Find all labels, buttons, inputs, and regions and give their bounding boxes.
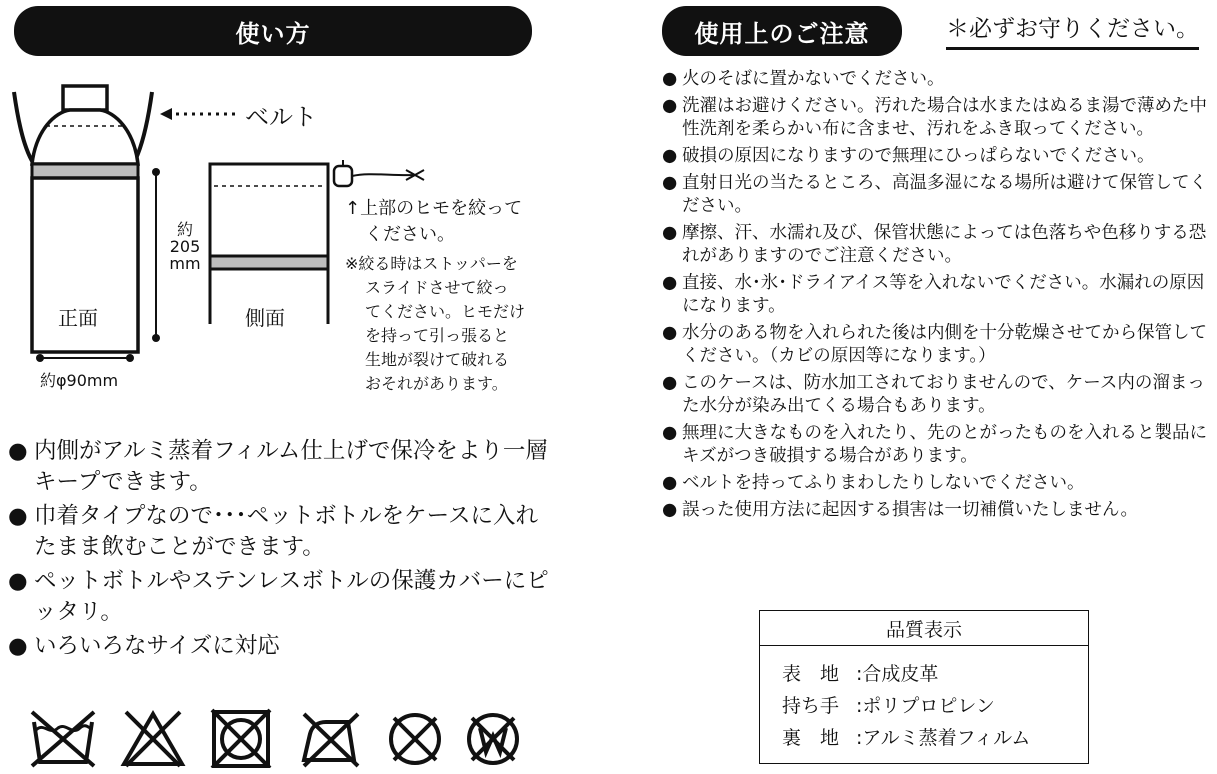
caution-item: ● 摩擦、汗、水濡れ及び、保管状態によっては色落ちや色移りする恐れがありますのでご注意ください。 bbox=[662, 223, 1207, 266]
no-bleach-icon bbox=[118, 708, 188, 768]
height-label: 約 205 mm bbox=[169, 220, 201, 273]
front-label: 正面 bbox=[58, 306, 98, 330]
caution-item: ● 洗濯はお避けください。汚れた場合は水またはぬるま湯で薄めた中性洗剤を柔らかい布に含ませ、汚れをふき取ってください。 bbox=[662, 96, 1207, 139]
height-dot-bottom bbox=[152, 334, 160, 342]
quality-row-handle: 持ち手 :ポリプロピレン bbox=[782, 695, 995, 717]
side-top bbox=[210, 164, 328, 256]
caution-item: ● 水分のある物を入れられた後は内側を十分乾燥させてから保管してください。（カビの原因等になります。） bbox=[662, 323, 1207, 366]
caution-item: ● 火のそばに置かないでください。 bbox=[662, 69, 945, 89]
usage-diagram bbox=[0, 80, 560, 410]
usage-title: 使い方 bbox=[235, 19, 311, 48]
caution-item: ● このケースは、防水加工されておりませんので、ケース内の溜まった水分が染み出てくる場合もあります。 bbox=[662, 373, 1205, 416]
feature-item: ● ペットボトルやステンレスボトルの保護カバーにピッタリ。 bbox=[8, 568, 549, 625]
quality-row-outer: 表 地 :合成皮革 bbox=[782, 663, 939, 685]
usage-header bbox=[14, 6, 532, 56]
no-wet-clean-icon bbox=[458, 708, 528, 768]
belt-arrow-head bbox=[160, 108, 172, 120]
no-wash-icon bbox=[28, 708, 98, 768]
caution-item: ● 無理に大きなものを入れたり、先のとがったものを入れると製品にキズがつき破損する場合があります。 bbox=[662, 423, 1207, 466]
diameter-dot-right bbox=[126, 354, 134, 362]
no-tumble-dry-icon bbox=[206, 708, 276, 768]
side-band bbox=[210, 256, 328, 269]
feature-list bbox=[8, 436, 556, 665]
bottle-shoulder bbox=[32, 110, 138, 164]
caution-header bbox=[662, 6, 902, 56]
caution-title: 使用上のご注意 bbox=[694, 19, 870, 48]
feature-item: ● 巾着タイプなので･･･ペットボトルをケースに入れたまま飲むことができます。 bbox=[8, 503, 539, 560]
quality-row-lining: 裏 地 :アルミ蒸着フィルム bbox=[782, 727, 1031, 749]
stopper bbox=[334, 166, 352, 186]
caution-item: ● 破損の原因になりますので無理にひっぱらないでください。 bbox=[662, 146, 1155, 166]
no-dry-clean-icon bbox=[380, 708, 450, 768]
diameter-dot-left bbox=[36, 354, 44, 362]
quality-label-box bbox=[759, 610, 1089, 764]
caution-item: ● 直射日光の当たるところ、高温多湿になる場所は避けて保管してください。 bbox=[662, 173, 1207, 216]
belt-label: ベルト bbox=[245, 103, 317, 131]
stopper-note: ※絞る時はストッパーを スライドさせて絞っ てください。ヒモだけ を持って引っ張ると 生地が裂けて破れる おそれがあります。 bbox=[345, 254, 526, 393]
must-follow-note: ＊必ずお守りください。 bbox=[946, 10, 1199, 50]
height-dot-top bbox=[152, 168, 160, 176]
bottle-cap bbox=[63, 86, 107, 110]
drawstring-tail bbox=[352, 174, 416, 176]
diameter-label: 約φ90mm bbox=[40, 371, 119, 390]
caution-item: ● 誤った使用方法に起因する損害は一切補償いたしません。 bbox=[662, 500, 1139, 520]
quality-title: 品質表示 bbox=[760, 611, 1088, 646]
front-band bbox=[32, 164, 138, 178]
caution-item: ● 直接、水･氷･ドライアイス等を入れないでください。水漏れの原因になります。 bbox=[662, 273, 1205, 316]
caution-item: ● ベルトを持ってふりまわしたりしないでください。 bbox=[662, 473, 1085, 493]
no-iron-icon bbox=[296, 708, 366, 768]
feature-item: ● いろいろなサイズに対応 bbox=[8, 633, 280, 659]
side-label: 側面 bbox=[245, 306, 285, 330]
pull-string-note: ↑上部のヒモを絞って ください。 bbox=[345, 198, 523, 246]
feature-item: ● 内側がアルミ蒸着フィルム仕上げで保冷をより一層キープできます。 bbox=[8, 438, 548, 495]
caution-list bbox=[662, 68, 1214, 526]
